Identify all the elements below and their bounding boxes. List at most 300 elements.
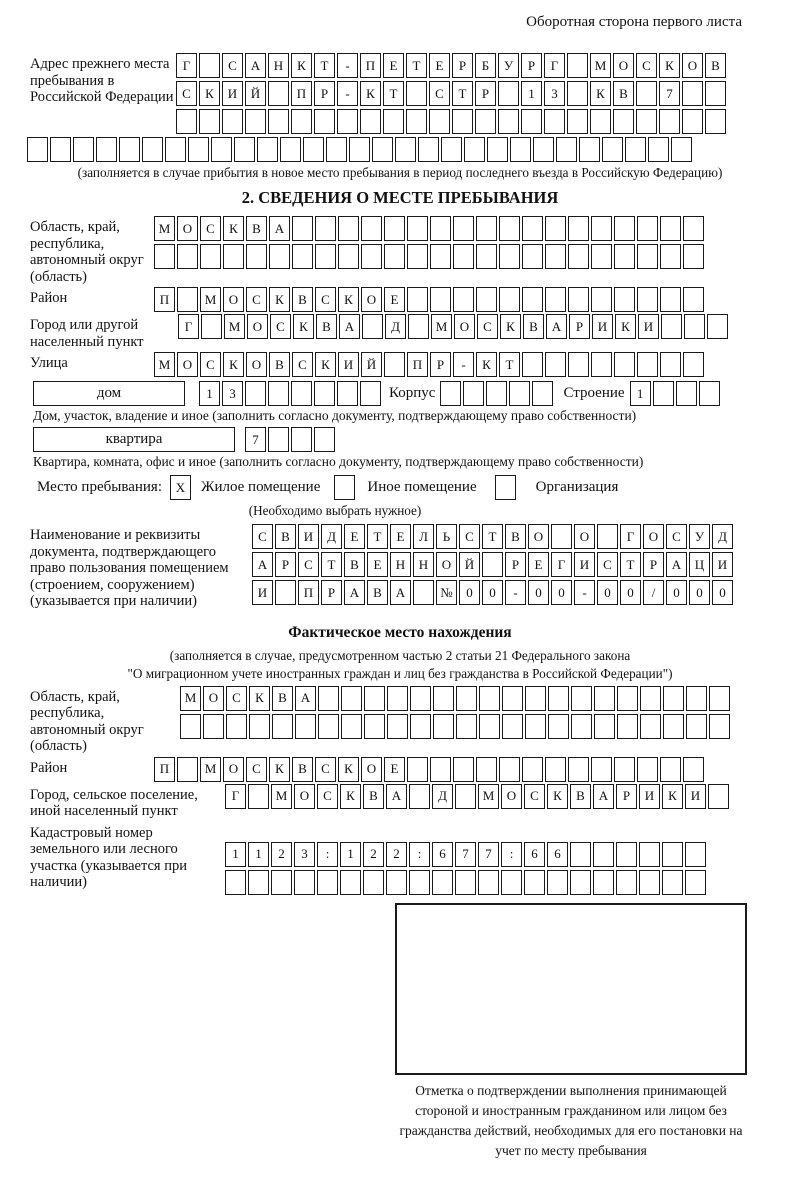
char-cell[interactable]: Р — [475, 81, 496, 106]
char-cell[interactable] — [407, 216, 428, 241]
char-cell[interactable]: С — [246, 757, 267, 782]
char-cell[interactable] — [637, 757, 658, 782]
char-cell[interactable]: М — [271, 784, 292, 809]
char-cell[interactable] — [502, 686, 523, 711]
char-cell[interactable] — [522, 757, 543, 782]
char-cell[interactable] — [499, 244, 520, 269]
char-cell[interactable] — [453, 216, 474, 241]
char-cell[interactable] — [340, 870, 361, 895]
char-cell[interactable]: Р — [430, 352, 451, 377]
char-cell[interactable] — [499, 757, 520, 782]
char-cell[interactable]: А — [546, 314, 567, 339]
char-cell[interactable] — [614, 216, 635, 241]
char-cell[interactable] — [499, 216, 520, 241]
char-cell[interactable]: 7 — [245, 427, 266, 452]
char-cell[interactable]: Е — [344, 524, 365, 549]
char-cell[interactable] — [119, 137, 140, 162]
char-cell[interactable]: 0 — [459, 580, 480, 605]
char-cell[interactable]: 0 — [551, 580, 572, 605]
char-cell[interactable] — [525, 686, 546, 711]
char-cell[interactable]: Е — [528, 552, 549, 577]
char-cell[interactable] — [455, 870, 476, 895]
char-cell[interactable]: 1 — [248, 842, 269, 867]
char-cell[interactable] — [685, 870, 706, 895]
char-cell[interactable] — [545, 244, 566, 269]
char-cell[interactable]: С — [317, 784, 338, 809]
char-cell[interactable] — [292, 244, 313, 269]
char-cell[interactable] — [314, 381, 335, 406]
char-cell[interactable] — [591, 216, 612, 241]
char-cell[interactable]: И — [685, 784, 706, 809]
char-cell[interactable]: Д — [385, 314, 406, 339]
char-cell[interactable] — [269, 244, 290, 269]
char-cell[interactable]: Г — [225, 784, 246, 809]
char-cell[interactable]: М — [590, 53, 611, 78]
char-cell[interactable]: - — [453, 352, 474, 377]
char-cell[interactable] — [280, 137, 301, 162]
char-cell[interactable] — [177, 757, 198, 782]
char-cell[interactable]: В — [367, 580, 388, 605]
char-cell[interactable]: В — [272, 686, 293, 711]
char-cell[interactable] — [201, 314, 222, 339]
char-cell[interactable]: О — [501, 784, 522, 809]
char-cell[interactable] — [453, 757, 474, 782]
char-cell[interactable] — [637, 244, 658, 269]
char-cell[interactable]: Р — [643, 552, 664, 577]
char-cell[interactable] — [441, 137, 462, 162]
char-cell[interactable] — [455, 784, 476, 809]
char-cell[interactable] — [226, 714, 247, 739]
char-cell[interactable] — [640, 714, 661, 739]
char-cell[interactable] — [453, 244, 474, 269]
char-cell[interactable] — [294, 870, 315, 895]
char-cell[interactable]: Д — [712, 524, 733, 549]
char-cell[interactable]: В — [344, 552, 365, 577]
char-cell[interactable]: С — [252, 524, 273, 549]
char-cell[interactable] — [614, 287, 635, 312]
char-cell[interactable] — [614, 352, 635, 377]
char-cell[interactable] — [334, 475, 355, 500]
char-cell[interactable]: С — [292, 352, 313, 377]
char-cell[interactable] — [617, 714, 638, 739]
char-cell[interactable]: В — [292, 287, 313, 312]
char-cell[interactable] — [314, 427, 335, 452]
char-cell[interactable] — [303, 137, 324, 162]
char-cell[interactable] — [637, 287, 658, 312]
char-cell[interactable] — [246, 244, 267, 269]
char-cell[interactable]: Й — [245, 81, 266, 106]
char-cell[interactable] — [570, 842, 591, 867]
char-cell[interactable] — [475, 109, 496, 134]
char-cell[interactable] — [548, 714, 569, 739]
char-cell[interactable] — [568, 352, 589, 377]
char-cell[interactable]: Н — [390, 552, 411, 577]
char-cell[interactable] — [275, 580, 296, 605]
char-cell[interactable]: 0 — [689, 580, 710, 605]
char-cell[interactable]: В — [705, 53, 726, 78]
char-cell[interactable] — [671, 137, 692, 162]
char-cell[interactable]: М — [154, 352, 175, 377]
char-cell[interactable] — [545, 352, 566, 377]
char-cell[interactable]: К — [338, 757, 359, 782]
char-cell[interactable]: Т — [620, 552, 641, 577]
char-cell[interactable] — [456, 686, 477, 711]
char-cell[interactable]: 0 — [528, 580, 549, 605]
char-cell[interactable] — [613, 109, 634, 134]
char-cell[interactable]: 3 — [294, 842, 315, 867]
char-cell[interactable] — [476, 757, 497, 782]
char-cell[interactable]: М — [200, 757, 221, 782]
char-cell[interactable] — [571, 686, 592, 711]
char-cell[interactable]: 7 — [455, 842, 476, 867]
char-cell[interactable]: М — [478, 784, 499, 809]
char-cell[interactable] — [510, 137, 531, 162]
char-cell[interactable] — [625, 137, 646, 162]
char-cell[interactable] — [341, 686, 362, 711]
char-cell[interactable]: К — [315, 352, 336, 377]
char-cell[interactable] — [568, 216, 589, 241]
char-cell[interactable] — [660, 216, 681, 241]
char-cell[interactable]: М — [200, 287, 221, 312]
char-cell[interactable] — [338, 216, 359, 241]
char-cell[interactable] — [223, 244, 244, 269]
char-cell[interactable]: В — [246, 216, 267, 241]
char-cell[interactable]: 6 — [432, 842, 453, 867]
char-cell[interactable] — [683, 287, 704, 312]
char-cell[interactable]: У — [498, 53, 519, 78]
char-cell[interactable] — [547, 870, 568, 895]
char-cell[interactable]: И — [639, 784, 660, 809]
char-cell[interactable] — [410, 686, 431, 711]
char-cell[interactable]: О — [682, 53, 703, 78]
char-cell[interactable]: К — [476, 352, 497, 377]
char-cell[interactable]: - — [574, 580, 595, 605]
char-cell[interactable]: С — [246, 287, 267, 312]
char-cell[interactable] — [663, 686, 684, 711]
char-cell[interactable]: В — [292, 757, 313, 782]
char-cell[interactable] — [295, 714, 316, 739]
char-cell[interactable] — [418, 137, 439, 162]
char-cell[interactable]: А — [390, 580, 411, 605]
char-cell[interactable]: С — [176, 81, 197, 106]
char-cell[interactable]: Т — [367, 524, 388, 549]
char-cell[interactable]: Б — [475, 53, 496, 78]
char-cell[interactable]: А — [386, 784, 407, 809]
char-cell[interactable] — [590, 109, 611, 134]
char-cell[interactable] — [203, 714, 224, 739]
char-cell[interactable] — [456, 714, 477, 739]
char-cell[interactable] — [571, 714, 592, 739]
char-cell[interactable] — [682, 81, 703, 106]
char-cell[interactable]: Р — [616, 784, 637, 809]
char-cell[interactable] — [177, 244, 198, 269]
char-cell[interactable] — [432, 870, 453, 895]
char-cell[interactable] — [291, 427, 312, 452]
char-cell[interactable] — [476, 216, 497, 241]
char-cell[interactable] — [292, 216, 313, 241]
char-cell[interactable]: Н — [268, 53, 289, 78]
char-cell[interactable]: № — [436, 580, 457, 605]
char-cell[interactable] — [660, 757, 681, 782]
char-cell[interactable] — [479, 714, 500, 739]
char-cell[interactable]: Е — [390, 524, 411, 549]
char-cell[interactable] — [684, 314, 705, 339]
char-cell[interactable]: : — [409, 842, 430, 867]
char-cell[interactable] — [594, 686, 615, 711]
char-cell[interactable] — [96, 137, 117, 162]
char-cell[interactable]: О — [294, 784, 315, 809]
char-cell[interactable] — [639, 842, 660, 867]
char-cell[interactable] — [408, 314, 429, 339]
char-cell[interactable]: О — [436, 552, 457, 577]
char-cell[interactable] — [614, 244, 635, 269]
char-cell[interactable] — [318, 686, 339, 711]
char-cell[interactable] — [142, 137, 163, 162]
char-cell[interactable] — [383, 109, 404, 134]
char-cell[interactable] — [315, 244, 336, 269]
char-cell[interactable] — [525, 714, 546, 739]
char-cell[interactable] — [409, 784, 430, 809]
char-cell[interactable] — [165, 137, 186, 162]
char-cell[interactable] — [617, 686, 638, 711]
char-cell[interactable] — [579, 137, 600, 162]
char-cell[interactable]: О — [223, 757, 244, 782]
char-cell[interactable] — [433, 686, 454, 711]
char-cell[interactable] — [683, 757, 704, 782]
char-cell[interactable] — [708, 784, 729, 809]
char-cell[interactable]: О — [574, 524, 595, 549]
char-cell[interactable] — [245, 381, 266, 406]
char-cell[interactable]: Ц — [689, 552, 710, 577]
char-cell[interactable] — [548, 686, 569, 711]
char-cell[interactable]: С — [222, 53, 243, 78]
char-cell[interactable] — [640, 686, 661, 711]
char-cell[interactable] — [199, 53, 220, 78]
char-cell[interactable]: 1 — [630, 381, 651, 406]
char-cell[interactable]: К — [249, 686, 270, 711]
char-cell[interactable]: К — [547, 784, 568, 809]
char-cell[interactable] — [568, 287, 589, 312]
char-cell[interactable]: Р — [505, 552, 526, 577]
char-cell[interactable]: 0 — [666, 580, 687, 605]
char-cell[interactable]: М — [154, 216, 175, 241]
char-cell[interactable]: К — [199, 81, 220, 106]
char-cell[interactable]: О — [177, 216, 198, 241]
char-cell[interactable] — [154, 244, 175, 269]
char-cell[interactable]: И — [222, 81, 243, 106]
char-cell[interactable] — [482, 552, 503, 577]
char-cell[interactable]: В — [505, 524, 526, 549]
char-cell[interactable]: С — [636, 53, 657, 78]
char-cell[interactable]: С — [270, 314, 291, 339]
char-cell[interactable]: К — [615, 314, 636, 339]
char-cell[interactable]: 7 — [478, 842, 499, 867]
char-cell[interactable]: А — [295, 686, 316, 711]
char-cell[interactable] — [268, 109, 289, 134]
char-cell[interactable] — [211, 137, 232, 162]
char-cell[interactable]: В — [363, 784, 384, 809]
char-cell[interactable] — [522, 244, 543, 269]
char-cell[interactable]: Й — [361, 352, 382, 377]
char-cell[interactable] — [361, 216, 382, 241]
char-cell[interactable]: П — [154, 287, 175, 312]
char-cell[interactable]: О — [177, 352, 198, 377]
char-cell[interactable] — [639, 870, 660, 895]
char-cell[interactable]: С — [200, 352, 221, 377]
char-cell[interactable]: К — [340, 784, 361, 809]
char-cell[interactable] — [384, 244, 405, 269]
char-cell[interactable]: М — [431, 314, 452, 339]
char-cell[interactable] — [662, 842, 683, 867]
char-cell[interactable] — [430, 757, 451, 782]
char-cell[interactable] — [683, 352, 704, 377]
char-cell[interactable] — [384, 216, 405, 241]
char-cell[interactable] — [522, 216, 543, 241]
char-cell[interactable] — [200, 244, 221, 269]
char-cell[interactable] — [476, 244, 497, 269]
char-cell[interactable] — [27, 137, 48, 162]
char-cell[interactable]: И — [638, 314, 659, 339]
char-cell[interactable] — [407, 244, 428, 269]
char-cell[interactable] — [545, 287, 566, 312]
char-cell[interactable]: 1 — [521, 81, 542, 106]
char-cell[interactable] — [384, 352, 405, 377]
char-cell[interactable] — [407, 287, 428, 312]
char-cell[interactable] — [268, 381, 289, 406]
char-cell[interactable]: С — [666, 524, 687, 549]
char-cell[interactable]: И — [574, 552, 595, 577]
char-cell[interactable] — [360, 381, 381, 406]
char-cell[interactable]: Е — [429, 53, 450, 78]
char-cell[interactable] — [326, 137, 347, 162]
char-cell[interactable] — [248, 870, 269, 895]
char-cell[interactable] — [567, 109, 588, 134]
char-cell[interactable] — [363, 870, 384, 895]
char-cell[interactable]: А — [593, 784, 614, 809]
char-cell[interactable]: Н — [413, 552, 434, 577]
char-cell[interactable] — [453, 287, 474, 312]
char-cell[interactable] — [699, 381, 720, 406]
char-cell[interactable]: Р — [314, 81, 335, 106]
char-cell[interactable]: О — [361, 757, 382, 782]
char-cell[interactable] — [616, 870, 637, 895]
char-cell[interactable] — [661, 314, 682, 339]
char-cell[interactable]: П — [298, 580, 319, 605]
char-cell[interactable]: Т — [314, 53, 335, 78]
char-cell[interactable]: : — [501, 842, 522, 867]
char-cell[interactable] — [463, 381, 484, 406]
char-cell[interactable] — [499, 287, 520, 312]
char-cell[interactable]: 1 — [225, 842, 246, 867]
char-cell[interactable]: / — [643, 580, 664, 605]
char-cell[interactable]: А — [666, 552, 687, 577]
char-cell[interactable]: Д — [321, 524, 342, 549]
char-cell[interactable]: - — [337, 53, 358, 78]
char-cell[interactable] — [188, 137, 209, 162]
char-cell[interactable] — [597, 524, 618, 549]
char-cell[interactable] — [222, 109, 243, 134]
char-cell[interactable]: 6 — [547, 842, 568, 867]
char-cell[interactable]: М — [180, 686, 201, 711]
char-cell[interactable]: О — [246, 352, 267, 377]
char-cell[interactable] — [487, 137, 508, 162]
char-cell[interactable]: А — [252, 552, 273, 577]
char-cell[interactable]: У — [689, 524, 710, 549]
char-cell[interactable] — [349, 137, 370, 162]
char-cell[interactable]: И — [252, 580, 273, 605]
char-cell[interactable] — [271, 870, 292, 895]
char-cell[interactable] — [407, 757, 428, 782]
char-cell[interactable] — [386, 870, 407, 895]
char-cell[interactable]: К — [269, 757, 290, 782]
char-cell[interactable]: Р — [452, 53, 473, 78]
char-cell[interactable]: И — [298, 524, 319, 549]
char-cell[interactable]: К — [659, 53, 680, 78]
char-cell[interactable] — [413, 580, 434, 605]
char-cell[interactable]: Г — [551, 552, 572, 577]
char-cell[interactable] — [409, 870, 430, 895]
char-cell[interactable] — [318, 714, 339, 739]
char-cell[interactable]: К — [291, 53, 312, 78]
char-cell[interactable]: Д — [432, 784, 453, 809]
char-cell[interactable] — [509, 381, 530, 406]
char-cell[interactable] — [522, 352, 543, 377]
char-cell[interactable] — [682, 109, 703, 134]
char-cell[interactable]: С — [298, 552, 319, 577]
char-cell[interactable] — [430, 244, 451, 269]
char-cell[interactable]: П — [407, 352, 428, 377]
char-cell[interactable]: : — [317, 842, 338, 867]
char-cell[interactable]: В — [269, 352, 290, 377]
char-cell[interactable] — [556, 137, 577, 162]
char-cell[interactable]: А — [245, 53, 266, 78]
char-cell[interactable] — [360, 109, 381, 134]
char-cell[interactable] — [364, 686, 385, 711]
char-cell[interactable]: В — [523, 314, 544, 339]
char-cell[interactable]: Т — [499, 352, 520, 377]
char-cell[interactable] — [521, 109, 542, 134]
char-cell[interactable] — [501, 870, 522, 895]
char-cell[interactable] — [636, 109, 657, 134]
char-cell[interactable] — [522, 287, 543, 312]
char-cell[interactable] — [545, 757, 566, 782]
char-cell[interactable] — [683, 216, 704, 241]
char-cell[interactable] — [338, 244, 359, 269]
char-cell[interactable]: Е — [384, 287, 405, 312]
char-cell[interactable] — [498, 109, 519, 134]
char-cell[interactable]: К — [223, 216, 244, 241]
char-cell[interactable]: Г — [620, 524, 641, 549]
char-cell[interactable]: К — [500, 314, 521, 339]
char-cell[interactable] — [495, 475, 516, 500]
char-cell[interactable] — [478, 870, 499, 895]
char-cell[interactable]: К — [360, 81, 381, 106]
char-cell[interactable]: П — [360, 53, 381, 78]
char-cell[interactable]: И — [338, 352, 359, 377]
char-cell[interactable] — [291, 381, 312, 406]
char-cell[interactable] — [272, 714, 293, 739]
char-cell[interactable]: И — [712, 552, 733, 577]
char-cell[interactable]: 7 — [659, 81, 680, 106]
char-cell[interactable] — [430, 287, 451, 312]
char-cell[interactable] — [406, 81, 427, 106]
char-cell[interactable] — [337, 381, 358, 406]
char-cell[interactable]: С — [524, 784, 545, 809]
char-cell[interactable]: Р — [275, 552, 296, 577]
char-cell[interactable] — [176, 109, 197, 134]
char-cell[interactable]: О — [454, 314, 475, 339]
char-cell[interactable]: 2 — [271, 842, 292, 867]
